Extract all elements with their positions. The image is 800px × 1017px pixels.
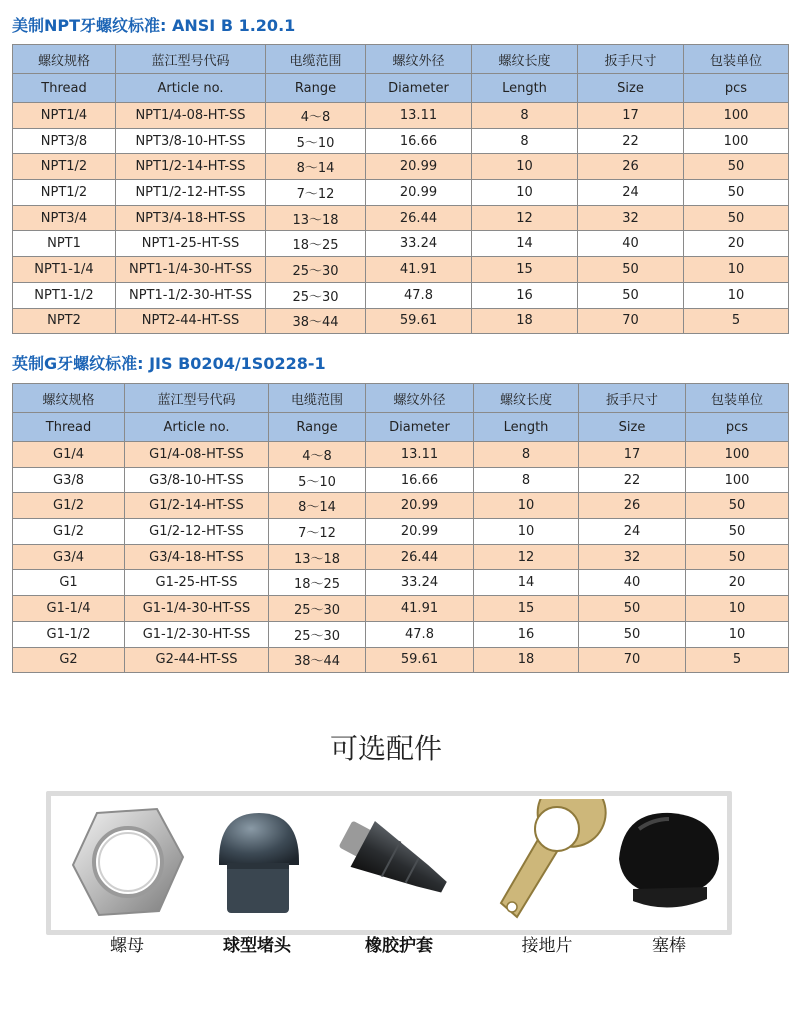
- cell-thread: NPT1: [13, 231, 116, 257]
- cell-thread: G1: [13, 570, 125, 596]
- cell-article-no: G2-44-HT-SS: [125, 647, 269, 673]
- cell-cable-range: 18～25: [269, 570, 366, 596]
- cell-package-pcs: 50: [684, 154, 789, 180]
- grounding-tab-icon: [487, 799, 607, 929]
- cell-wrench-size: 17: [578, 103, 684, 129]
- cell-wrench-size: 50: [579, 621, 686, 647]
- accessory-label: 接地片: [521, 936, 573, 956]
- col-header-length: Length: [474, 413, 579, 442]
- cell-package-pcs: 50: [686, 493, 789, 519]
- col-header-pcs-cn: 包装单位: [686, 384, 789, 413]
- cell-thread: G1-1/2: [13, 621, 125, 647]
- table-row: [13, 519, 789, 545]
- col-header-pcs-cn: 包装单位: [684, 45, 789, 74]
- cell-thread: G3/8: [13, 467, 125, 493]
- cell-package-pcs: 50: [686, 544, 789, 570]
- cell-diameter: 20.99: [366, 493, 474, 519]
- col-header-thread: Thread: [13, 74, 116, 103]
- cell-wrench-size: 24: [579, 519, 686, 545]
- table-row: [13, 621, 789, 647]
- cell-cable-range: 13～18: [269, 544, 366, 570]
- cell-article-no: NPT3/4-18-HT-SS: [116, 205, 266, 231]
- cell-length: 14: [474, 570, 579, 596]
- cell-thread: NPT3/8: [13, 128, 116, 154]
- cell-diameter: 33.24: [366, 231, 472, 257]
- cell-length: 8: [474, 467, 579, 493]
- cell-package-pcs: 50: [684, 180, 789, 206]
- cell-wrench-size: 26: [578, 154, 684, 180]
- cell-wrench-size: 50: [578, 257, 684, 283]
- cell-length: 18: [472, 308, 578, 334]
- cell-package-pcs: 10: [684, 257, 789, 283]
- accessory-label: 塞棒: [652, 936, 686, 956]
- header-row-cn: [13, 45, 789, 74]
- cell-package-pcs: 20: [686, 570, 789, 596]
- cell-diameter: 47.8: [366, 621, 474, 647]
- cell-article-no: G1-1/4-30-HT-SS: [125, 596, 269, 622]
- cell-package-pcs: 5: [684, 308, 789, 334]
- accessory-label: 球型堵头: [223, 936, 291, 956]
- cell-article-no: G1/2-12-HT-SS: [125, 519, 269, 545]
- npt-section-title: 美制NPT牙螺纹标准: ANSI B 1.20.1: [12, 16, 296, 35]
- cell-thread: NPT2: [13, 308, 116, 334]
- accessories-panel: [27, 705, 745, 955]
- cell-cable-range: 25～30: [266, 282, 366, 308]
- cell-thread: NPT3/4: [13, 205, 116, 231]
- col-header-diameter-cn: 螺纹外径: [366, 45, 472, 74]
- cell-cable-range: 5～10: [266, 128, 366, 154]
- cell-wrench-size: 17: [579, 442, 686, 468]
- cell-cable-range: 7～12: [269, 519, 366, 545]
- cell-article-no: NPT1-25-HT-SS: [116, 231, 266, 257]
- cell-cable-range: 8～14: [269, 493, 366, 519]
- npt-table-body: [13, 103, 789, 334]
- col-header-article: Article no.: [116, 74, 266, 103]
- cell-cable-range: 13～18: [266, 205, 366, 231]
- cell-package-pcs: 100: [684, 103, 789, 129]
- cell-length: 14: [472, 231, 578, 257]
- col-header-diameter: Diameter: [366, 74, 472, 103]
- cell-thread: NPT1/2: [13, 154, 116, 180]
- cell-article-no: G1/2-14-HT-SS: [125, 493, 269, 519]
- cell-article-no: NPT1/4-08-HT-SS: [116, 103, 266, 129]
- col-header-thread-cn: 螺纹规格: [13, 45, 116, 74]
- g-spec-table: [12, 383, 789, 673]
- rubber-boot-icon: [329, 799, 449, 929]
- cell-cable-range: 38～44: [266, 308, 366, 334]
- cell-wrench-size: 40: [578, 231, 684, 257]
- cell-diameter: 47.8: [366, 282, 472, 308]
- cell-diameter: 16.66: [366, 128, 472, 154]
- cell-thread: G3/4: [13, 544, 125, 570]
- cell-wrench-size: 40: [579, 570, 686, 596]
- cell-wrench-size: 26: [579, 493, 686, 519]
- cell-length: 10: [474, 519, 579, 545]
- table-row: [13, 544, 789, 570]
- table-row: [13, 205, 789, 231]
- cell-wrench-size: 70: [579, 647, 686, 673]
- col-header-pcs: pcs: [684, 74, 789, 103]
- table-row: [13, 231, 789, 257]
- cell-diameter: 41.91: [366, 257, 472, 283]
- cell-diameter: 20.99: [366, 154, 472, 180]
- cell-cable-range: 18～25: [266, 231, 366, 257]
- cell-length: 10: [474, 493, 579, 519]
- header-row-cn: [13, 384, 789, 413]
- cell-thread: NPT1/2: [13, 180, 116, 206]
- npt-table-header: [13, 45, 789, 103]
- table-row: [13, 647, 789, 673]
- cell-package-pcs: 50: [684, 205, 789, 231]
- cell-cable-range: 4～8: [266, 103, 366, 129]
- col-header-range-cn: 电缆范围: [266, 45, 366, 74]
- cell-thread: G1/2: [13, 519, 125, 545]
- cell-diameter: 13.11: [366, 442, 474, 468]
- cell-package-pcs: 10: [686, 596, 789, 622]
- cell-article-no: G3/4-18-HT-SS: [125, 544, 269, 570]
- cell-thread: G1-1/4: [13, 596, 125, 622]
- cell-length: 12: [474, 544, 579, 570]
- dome-plug-icon: [197, 799, 317, 929]
- col-header-size: Size: [578, 74, 684, 103]
- cell-cable-range: 25～30: [269, 621, 366, 647]
- col-header-article-cn: 蓝江型号代码: [125, 384, 269, 413]
- col-header-article-cn: 蓝江型号代码: [116, 45, 266, 74]
- col-header-article: Article no.: [125, 413, 269, 442]
- cell-article-no: NPT3/8-10-HT-SS: [116, 128, 266, 154]
- cell-diameter: 59.61: [366, 647, 474, 673]
- col-header-size: Size: [579, 413, 686, 442]
- cell-article-no: NPT1-1/4-30-HT-SS: [116, 257, 266, 283]
- cell-length: 10: [472, 154, 578, 180]
- accessories-title: 可选配件: [329, 732, 442, 765]
- cell-cable-range: 25～30: [269, 596, 366, 622]
- cell-length: 8: [474, 442, 579, 468]
- header-row-en: [13, 74, 789, 103]
- cell-package-pcs: 100: [686, 467, 789, 493]
- cell-package-pcs: 50: [686, 519, 789, 545]
- col-header-diameter-cn: 螺纹外径: [366, 384, 474, 413]
- cell-article-no: NPT2-44-HT-SS: [116, 308, 266, 334]
- table-row: [13, 308, 789, 334]
- cell-diameter: 26.44: [366, 205, 472, 231]
- cell-length: 15: [474, 596, 579, 622]
- cell-cable-range: 7～12: [266, 180, 366, 206]
- cell-package-pcs: 10: [686, 621, 789, 647]
- cell-article-no: NPT1-1/2-30-HT-SS: [116, 282, 266, 308]
- cell-thread: G1/2: [13, 493, 125, 519]
- cell-cable-range: 25～30: [266, 257, 366, 283]
- cell-wrench-size: 32: [579, 544, 686, 570]
- cell-cable-range: 38～44: [269, 647, 366, 673]
- cell-thread: NPT1-1/2: [13, 282, 116, 308]
- cell-diameter: 13.11: [366, 103, 472, 129]
- cell-diameter: 33.24: [366, 570, 474, 596]
- table-row: [13, 596, 789, 622]
- table-row: [13, 154, 789, 180]
- cell-cable-range: 5～10: [269, 467, 366, 493]
- col-header-size-cn: 扳手尺寸: [578, 45, 684, 74]
- cell-diameter: 20.99: [366, 519, 474, 545]
- cell-wrench-size: 22: [579, 467, 686, 493]
- col-header-thread-cn: 螺纹规格: [13, 384, 125, 413]
- sealing-plug-icon: [609, 799, 729, 929]
- cell-article-no: G3/8-10-HT-SS: [125, 467, 269, 493]
- table-row: [13, 282, 789, 308]
- accessory-label: 橡胶护套: [365, 936, 433, 956]
- cell-diameter: 16.66: [366, 467, 474, 493]
- cell-length: 12: [472, 205, 578, 231]
- g-section-title: 英制G牙螺纹标准: JIS B0204/1S0228-1: [12, 354, 326, 373]
- cell-diameter: 20.99: [366, 180, 472, 206]
- cell-diameter: 26.44: [366, 544, 474, 570]
- cell-length: 16: [472, 282, 578, 308]
- col-header-range: Range: [266, 74, 366, 103]
- cell-diameter: 41.91: [366, 596, 474, 622]
- cell-wrench-size: 50: [578, 282, 684, 308]
- cell-article-no: G1-25-HT-SS: [125, 570, 269, 596]
- cell-package-pcs: 100: [686, 442, 789, 468]
- cell-package-pcs: 20: [684, 231, 789, 257]
- col-header-length-cn: 螺纹长度: [472, 45, 578, 74]
- col-header-range: Range: [269, 413, 366, 442]
- table-row: [13, 570, 789, 596]
- cell-length: 16: [474, 621, 579, 647]
- cell-package-pcs: 5: [686, 647, 789, 673]
- hex-nut-icon: [67, 799, 187, 929]
- cell-length: 8: [472, 128, 578, 154]
- col-header-size-cn: 扳手尺寸: [579, 384, 686, 413]
- table-row: [13, 493, 789, 519]
- cell-cable-range: 8～14: [266, 154, 366, 180]
- header-row-en: [13, 413, 789, 442]
- cell-article-no: NPT1/2-12-HT-SS: [116, 180, 266, 206]
- table-row: [13, 180, 789, 206]
- cell-article-no: G1/4-08-HT-SS: [125, 442, 269, 468]
- col-header-length: Length: [472, 74, 578, 103]
- cell-wrench-size: 22: [578, 128, 684, 154]
- cell-wrench-size: 50: [579, 596, 686, 622]
- cell-thread: G1/4: [13, 442, 125, 468]
- cell-thread: G2: [13, 647, 125, 673]
- cell-length: 10: [472, 180, 578, 206]
- table-row: [13, 467, 789, 493]
- cell-length: 8: [472, 103, 578, 129]
- cell-article-no: G1-1/2-30-HT-SS: [125, 621, 269, 647]
- g-table-header: [13, 384, 789, 442]
- col-header-diameter: Diameter: [366, 413, 474, 442]
- table-row: [13, 103, 789, 129]
- cell-package-pcs: 100: [684, 128, 789, 154]
- table-row: [13, 442, 789, 468]
- cell-thread: NPT1-1/4: [13, 257, 116, 283]
- cell-length: 15: [472, 257, 578, 283]
- cell-wrench-size: 70: [578, 308, 684, 334]
- col-header-pcs: pcs: [686, 413, 789, 442]
- npt-spec-table: [12, 44, 789, 334]
- table-row: [13, 128, 789, 154]
- accessory-label: 螺母: [110, 936, 144, 956]
- cell-length: 18: [474, 647, 579, 673]
- cell-cable-range: 4～8: [269, 442, 366, 468]
- cell-wrench-size: 24: [578, 180, 684, 206]
- cell-article-no: NPT1/2-14-HT-SS: [116, 154, 266, 180]
- cell-diameter: 59.61: [366, 308, 472, 334]
- col-header-thread: Thread: [13, 413, 125, 442]
- col-header-range-cn: 电缆范围: [269, 384, 366, 413]
- table-row: [13, 257, 789, 283]
- cell-package-pcs: 10: [684, 282, 789, 308]
- cell-thread: NPT1/4: [13, 103, 116, 129]
- col-header-length-cn: 螺纹长度: [474, 384, 579, 413]
- g-table-body: [13, 442, 789, 673]
- cell-wrench-size: 32: [578, 205, 684, 231]
